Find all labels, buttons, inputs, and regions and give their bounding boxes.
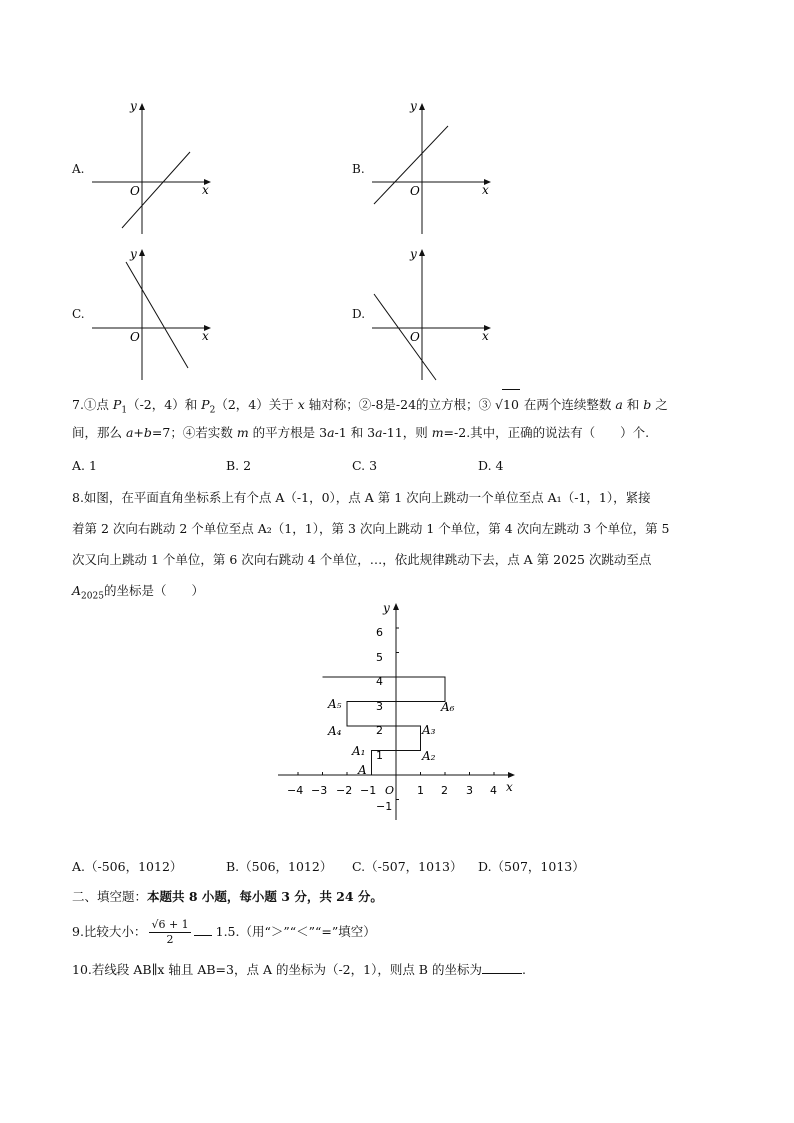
- choice-d[interactable]: D. 4: [478, 458, 504, 473]
- x-axis-label: x: [202, 329, 209, 343]
- option-b-graph: [370, 98, 500, 238]
- answer-blank[interactable]: [482, 961, 522, 974]
- choice-a[interactable]: A. 1: [72, 458, 97, 473]
- choice-d[interactable]: D.（507，1013）: [478, 859, 585, 874]
- section-2-heading: 二、填空题：本题共 8 小题，每小题 3 分，共 24 分。: [72, 889, 383, 904]
- question-7-line-1: 7.①点 $P_1(-2$，4）和 $P_2(2$，4）关于 x 轴对称；②-8是-24的立方根；③ √10 在两个连续整数 a 和 b 之: [72, 389, 732, 426]
- y-tick-4: 4: [376, 675, 383, 688]
- y-tick-1: 1: [376, 749, 383, 762]
- option-d-label: D.: [352, 307, 366, 321]
- question-8-line-2: 着第 2 次向右跳动 2 个单位至点 A₂（1，1），第 3 次向上跳动 1 个单位，第 4 次向左跳动 3 个单位，第 5: [72, 521, 670, 536]
- question-8-line-1: 8.如图，在平面直角坐标系上有个点 A（-1，0），点 A 第 1 次向上跳动一个单位至点 A₁（-1，1），紧接: [72, 490, 651, 505]
- x-tick-3: 3: [466, 784, 473, 797]
- fig-x-axis-label: x: [506, 780, 513, 794]
- x-tick--1: −1: [360, 784, 377, 797]
- option-c-label: C.: [72, 307, 85, 321]
- option-a-graph: [90, 98, 220, 238]
- y-tick-2: 2: [376, 724, 383, 737]
- y-tick-3: 3: [376, 700, 383, 713]
- point-A4: A₄: [328, 724, 342, 738]
- origin-label: O: [410, 330, 420, 344]
- origin-label: O: [410, 184, 420, 198]
- x-tick--2: −2: [336, 784, 353, 797]
- fig-origin-label: O: [385, 784, 395, 797]
- fig-y-axis-label: y: [383, 601, 390, 615]
- point-A2: A₂: [422, 749, 436, 763]
- x-tick-2: 2: [441, 784, 448, 797]
- y-axis-label: y: [410, 247, 417, 261]
- x-tick-4: 4: [490, 784, 497, 797]
- choice-b[interactable]: B. 2: [226, 458, 252, 473]
- y-tick-5: 5: [376, 651, 383, 664]
- question-10: 10.若线段 AB∥x 轴且 AB=3，点 A 的坐标为（-2，1），则点 B 的坐标为 .: [72, 962, 526, 977]
- fraction: $\frac{√6 + 1}{2}$: [151, 918, 189, 946]
- question-8-line-4: $A_{2025}$的坐标是（ ）: [72, 583, 204, 602]
- x-tick-1: 1: [417, 784, 424, 797]
- option-b-label: B.: [352, 162, 365, 176]
- option-d-graph: [370, 244, 500, 384]
- choice-a[interactable]: A.（-506，1012）: [72, 859, 183, 874]
- x-tick--4: −4: [287, 784, 304, 797]
- origin-label: O: [130, 184, 140, 198]
- y-tick-6: 6: [376, 626, 383, 639]
- origin-label: O: [130, 330, 140, 344]
- point-A5: A₅: [328, 697, 342, 711]
- point-A1: A₁: [352, 744, 366, 758]
- x-axis-label: x: [202, 183, 209, 197]
- x-axis-label: x: [482, 329, 489, 343]
- question-7-line-2: 间，那么 a+b=7；④若实数 m 的平方根是 3a-1 和 3a-11，则 m=-2.其中，正确的说法有（ ）个.: [72, 425, 650, 440]
- question-8-line-3: 次又向上跳动 1 个单位，第 6 次向右跳动 4 个单位，…，依此规律跳动下去，点 A 第 2025 次跳动至点: [72, 552, 652, 567]
- y-tick--1: −1: [376, 800, 393, 813]
- option-c-graph: [90, 244, 220, 384]
- point-A3: A₃: [422, 723, 436, 737]
- answer-blank[interactable]: [194, 923, 212, 936]
- jump-figure: [270, 600, 520, 825]
- y-axis-label: y: [410, 99, 417, 113]
- choice-c[interactable]: C.（-507，1013）: [352, 859, 463, 874]
- question-9: 9.比较大小： $\frac{√6 + 1}{2}$ 1.5.（用“＞”“＜”“=”填空）: [72, 918, 376, 946]
- x-tick--3: −3: [311, 784, 328, 797]
- x-axis-label: x: [482, 183, 489, 197]
- choice-c[interactable]: C. 3: [352, 458, 378, 473]
- option-a-label: A.: [72, 162, 85, 176]
- point-A6: A₆: [441, 700, 455, 714]
- y-axis-label: y: [130, 247, 137, 261]
- choice-b[interactable]: B.（506，1012）: [226, 859, 333, 874]
- y-axis-label: y: [130, 99, 137, 113]
- point-A: A: [358, 763, 367, 777]
